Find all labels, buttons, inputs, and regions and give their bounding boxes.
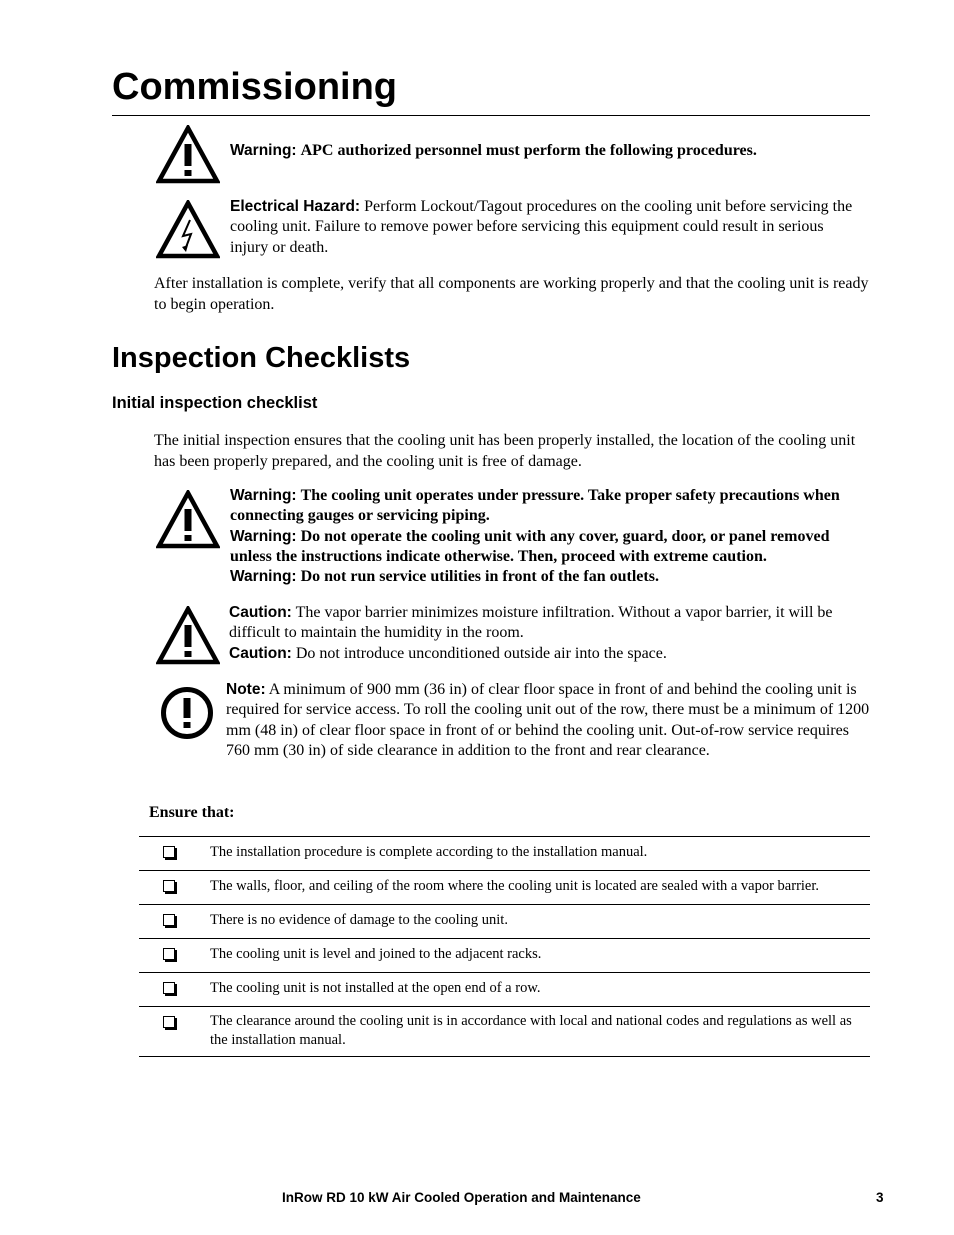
checkbox-icon[interactable] [163, 914, 175, 926]
warnings-message [230, 486, 870, 587]
note-label: Note: [226, 681, 266, 698]
checkbox-icon[interactable] [163, 1016, 175, 1028]
caution-item [229, 603, 869, 644]
checklist-row [139, 905, 870, 939]
checklist-row [139, 939, 870, 973]
caution-triangle-icon [156, 606, 220, 666]
warning-text: APC authorized personnel must perform the following procedures. [300, 142, 757, 159]
note-text: A minimum of 900 mm (36 in) of clear floor space in front of and behind the cooling unit is required for service access. To roll the cooling unit out of the row, there must be a minimum of 1200 mm (48 in) of clear floor space in front of or behind the cooling unit. Out-of-row service requires 760 mm (30 in) of side clearance in addition to the front and rear clearance. [226, 681, 870, 759]
section-heading: Inspection Checklists [112, 342, 411, 374]
caution-label: Caution: [229, 644, 292, 662]
warning-label: Warning: [230, 527, 297, 545]
warning-triangle-icon [156, 490, 220, 550]
note-exclamation-icon [156, 683, 220, 743]
title-rule [112, 115, 870, 116]
warning-text: Do not run service utilities in front of the fan outlets. [300, 568, 659, 586]
warning-item [230, 527, 870, 568]
checkbox-icon[interactable] [163, 880, 175, 892]
warning-label: Warning: [230, 487, 297, 504]
checklist-row [139, 1007, 870, 1057]
page-number: 3 [876, 1190, 884, 1205]
electrical-hazard-icon [156, 200, 220, 260]
electrical-hazard-message [230, 197, 860, 258]
caution-item [229, 644, 869, 664]
checklist-item-text: There is no evidence of damage to the cooling unit. [210, 912, 508, 928]
caution-label: Caution: [229, 604, 292, 621]
caution-text: Do not introduce unconditioned outside air into the space. [295, 644, 667, 662]
checklist-row [139, 973, 870, 1007]
ensure-label: Ensure that: [149, 804, 235, 821]
checklist-row [139, 837, 870, 871]
page-title: Commissioning [112, 66, 398, 108]
electrical-hazard-label: Electrical Hazard: [230, 198, 361, 215]
checkbox-icon[interactable] [163, 982, 175, 994]
checklist-item-text: The cooling unit is level and joined to the adjacent racks. [210, 946, 542, 962]
checkbox-icon[interactable] [163, 948, 175, 960]
warning-item [230, 567, 870, 587]
warning-item [230, 486, 870, 527]
checklist-item-text: The cooling unit is not installed at the open end of a row. [210, 980, 541, 996]
cautions-message [229, 603, 869, 664]
checklist-item-text: The installation procedure is complete according to the installation manual. [210, 844, 648, 860]
warning-label: Warning: [230, 142, 297, 159]
note-message [226, 680, 870, 761]
checklist-row [139, 871, 870, 905]
checkbox-icon[interactable] [163, 846, 175, 858]
intro-paragraph: After installation is complete, verify that all components are working properly and that the cooling unit is ready to begin operation. [154, 275, 869, 313]
warning-label: Warning: [230, 568, 297, 586]
electrical-hazard-text: Perform Lockout/Tagout procedures on the cooling unit before servicing the cooling unit. Failure to remove power before servicing this equipment could result in serious injury or death. [230, 198, 853, 256]
footer-title: InRow RD 10 kW Air Cooled Operation and Maintenance [282, 1190, 641, 1205]
checklist-item-text: The walls, floor, and ceiling of the room where the cooling unit is located are sealed with a vapor barrier. [210, 878, 820, 894]
warning-triangle-icon [156, 125, 220, 185]
inspection-checklist [139, 836, 870, 1057]
warning-apc-message [230, 141, 870, 161]
inspection-paragraph: The initial inspection ensures that the cooling unit has been properly installed, the location of the cooling unit has been properly prepared, and the cooling unit is free of damage. [154, 432, 856, 470]
checklist-item-text: The clearance around the cooling unit is in accordance with local and national codes and regulations as well as the installation manual. [210, 1013, 852, 1048]
caution-text: The vapor barrier minimizes moisture infiltration. Without a vapor barrier, it will be difficult to maintain the humidity in the room. [229, 604, 833, 642]
warning-text: The cooling unit operates under pressure. Take proper safety precautions when connecting gauges or servicing piping. [230, 487, 840, 525]
subsection-heading: Initial inspection checklist [112, 394, 318, 412]
warning-text: Do not operate the cooling unit with any cover, guard, door, or panel removed unless the instructions indicate otherwise. Then, proceed with extreme caution. [230, 527, 830, 565]
